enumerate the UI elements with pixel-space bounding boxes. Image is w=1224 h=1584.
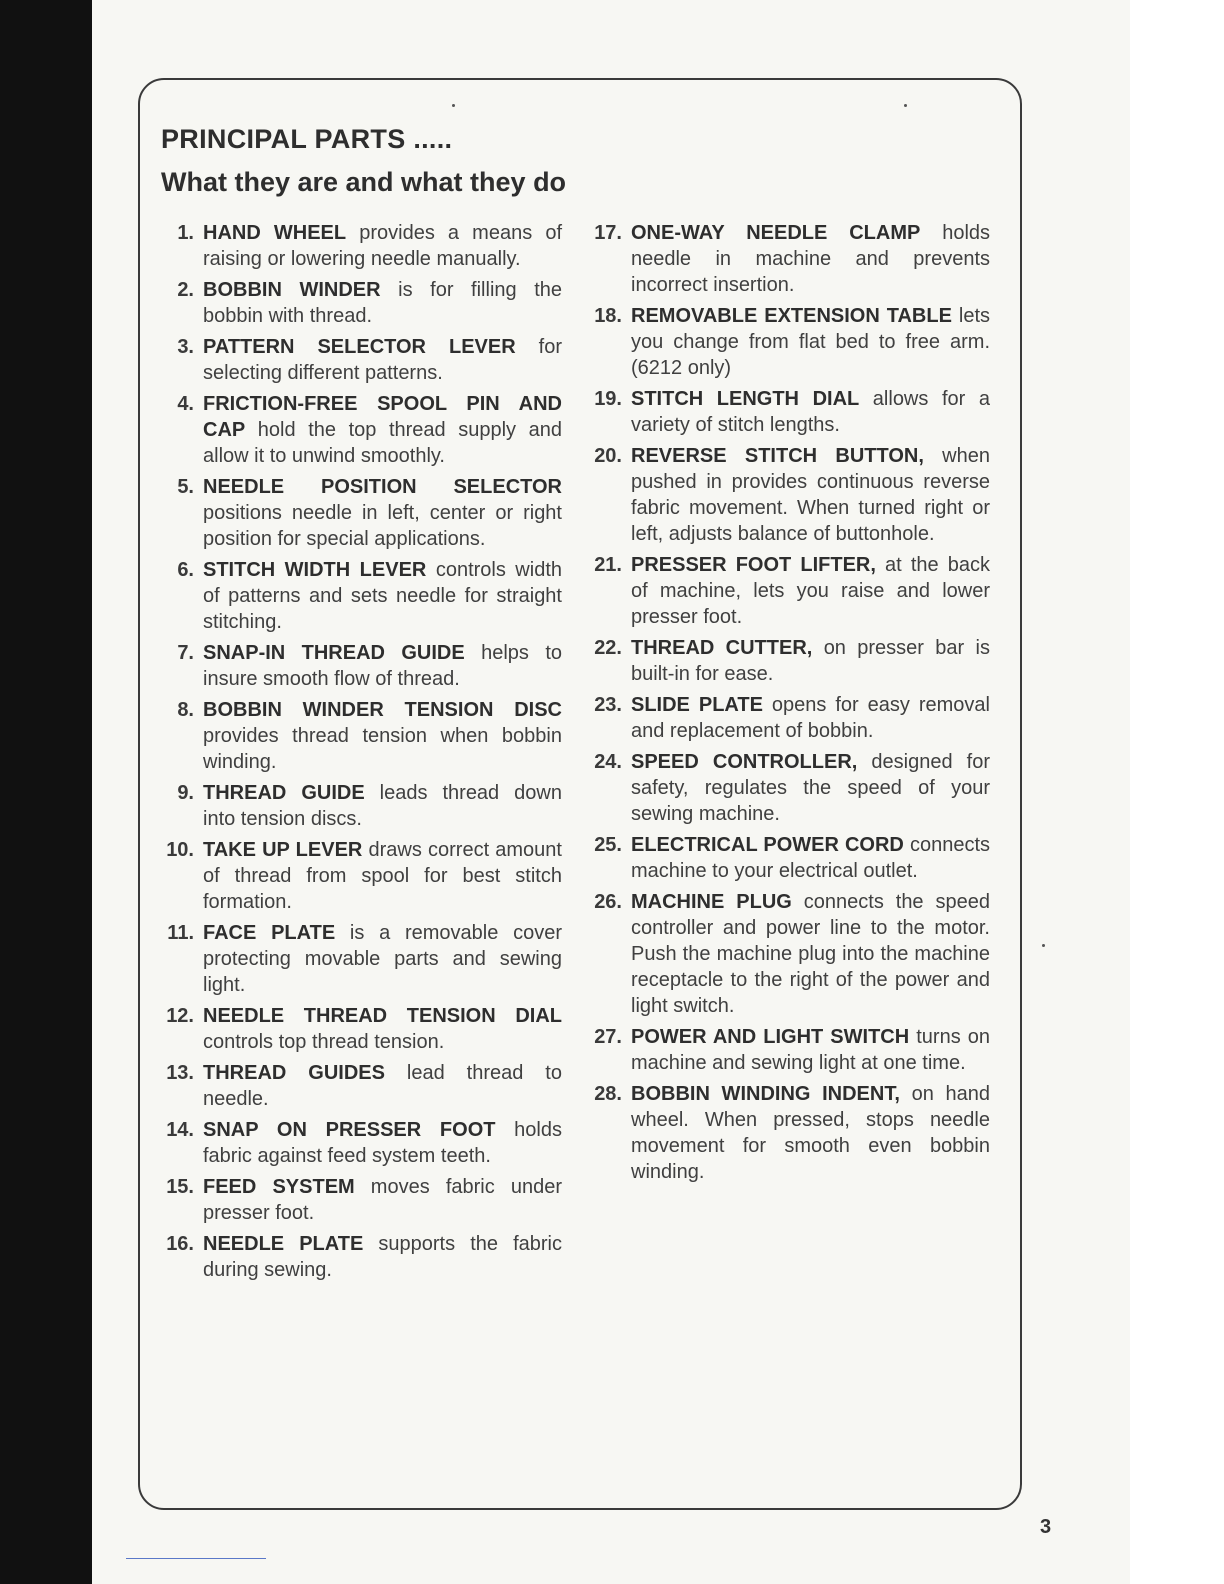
part-name: NEEDLE PLATE [203, 1233, 364, 1255]
part-number: 11. [167, 922, 194, 944]
part-name: BOBBIN WINDING INDENT, [631, 1083, 900, 1105]
part-item [584, 303, 990, 381]
part-description: for selecting different patterns. [203, 336, 562, 384]
part-name: STITCH WIDTH LEVER [203, 559, 427, 581]
part-number: 2. [177, 279, 194, 301]
underline-mark [126, 1558, 266, 1559]
part-number: 25. [594, 834, 622, 856]
part-number: 8. [177, 699, 194, 721]
part-description: holds fabric against feed system teeth. [203, 1119, 562, 1167]
part-item [156, 1003, 562, 1055]
part-item [156, 1060, 562, 1112]
part-number: 10. [166, 839, 194, 861]
part-item [156, 920, 562, 998]
part-description: on hand wheel. When pressed, stops needle movement for smooth even bobbin winding. [631, 1083, 990, 1183]
part-item [156, 474, 562, 552]
part-description: when pushed in provides continuous reverse fabric movement. When turned right or left, adjusts balance of buttonhole. [631, 445, 990, 545]
part-item [156, 220, 562, 272]
part-item [584, 692, 990, 744]
part-name: SLIDE PLATE [631, 694, 763, 716]
part-name: THREAD CUTTER, [631, 637, 813, 659]
part-description: connects machine to your electrical outlet. [631, 834, 991, 882]
part-item [156, 334, 562, 386]
part-number: 21. [594, 554, 622, 576]
part-name: NEEDLE THREAD TENSION DIAL [203, 1005, 562, 1027]
part-description: allows for a variety of stitch lengths. [631, 388, 990, 436]
part-item [156, 1174, 562, 1226]
part-item [584, 443, 990, 547]
part-item [156, 1231, 562, 1283]
part-number: 24. [594, 751, 622, 773]
part-name: SPEED CONTROLLER, [631, 751, 858, 773]
part-name: BOBBIN WINDER TENSION DISC [203, 699, 562, 721]
part-number: 16. [166, 1233, 194, 1255]
part-name: ONE-WAY NEEDLE CLAMP [631, 222, 921, 244]
part-description: holds needle in machine and prevents incorrect insertion. [631, 222, 991, 296]
part-name: THREAD GUIDES [203, 1062, 385, 1084]
part-description: connects the speed controller and power line to the motor. Push the machine plug into the machine receptacle to the right of the power and light switch. [631, 891, 990, 1017]
speck [452, 104, 455, 107]
part-item [584, 220, 990, 298]
part-description: on presser bar is built-in for ease. [631, 637, 991, 685]
part-name: SNAP-IN THREAD GUIDE [203, 642, 465, 664]
part-item [584, 749, 990, 827]
part-description: designed for safety, regulates the speed of your sewing machine. [631, 751, 991, 825]
part-description: controls top thread tension. [203, 1031, 445, 1053]
part-description: leads thread down into tension discs. [203, 782, 562, 830]
part-item [156, 780, 562, 832]
part-item [584, 1024, 990, 1076]
part-item [156, 697, 562, 775]
part-number: 18. [594, 305, 622, 327]
part-number: 4. [177, 393, 194, 415]
speck [904, 104, 907, 107]
part-number: 14. [166, 1119, 194, 1141]
scan-right-margin [1130, 0, 1224, 1584]
part-number: 12. [166, 1005, 194, 1027]
parts-list-right [584, 220, 990, 1190]
part-name: SNAP ON PRESSER FOOT [203, 1119, 496, 1141]
part-item [584, 1081, 990, 1185]
page-title: PRINCIPAL PARTS ..... [161, 124, 453, 154]
part-name: REVERSE STITCH BUTTON, [631, 445, 924, 467]
part-item [584, 832, 990, 884]
part-name: TAKE UP LEVER [203, 839, 363, 861]
part-description: moves fabric under presser foot. [203, 1176, 562, 1224]
part-number: 26. [594, 891, 622, 913]
part-item [584, 552, 990, 630]
part-item [156, 277, 562, 329]
part-item [156, 557, 562, 635]
part-name: REMOVABLE EXTENSION TABLE [631, 305, 952, 327]
part-description: turns on machine and sewing light at one time. [631, 1026, 991, 1074]
part-item [156, 837, 562, 915]
part-item [584, 386, 990, 438]
part-description: lead thread to needle. [203, 1062, 562, 1110]
part-item [584, 889, 990, 1019]
parts-list-left [156, 220, 562, 1288]
part-name: POWER AND LIGHT SWITCH [631, 1026, 910, 1048]
part-description: hold the top thread supply and allow it to unwind smoothly. [203, 419, 562, 467]
part-name: STITCH LENGTH DIAL [631, 388, 860, 410]
part-name: HAND WHEEL [203, 222, 347, 244]
part-description: provides a means of raising or lowering needle manually. [203, 222, 563, 270]
part-description: controls width of patterns and sets needle for straight stitching. [203, 559, 562, 633]
part-description: at the back of machine, lets you raise and lower presser foot. [631, 554, 990, 628]
part-name: FACE PLATE [203, 922, 336, 944]
part-number: 7. [177, 642, 194, 664]
part-name: FRICTION-FREE SPOOL PIN AND CAP [203, 393, 562, 441]
part-description: lets you change from flat bed to free arm. (6212 only) [631, 305, 990, 379]
part-number: 6. [177, 559, 194, 581]
part-number: 22. [594, 637, 622, 659]
part-number: 13. [166, 1062, 194, 1084]
part-description: opens for easy removal and replacement of bobbin. [631, 694, 990, 742]
page-subtitle: What they are and what they do [161, 167, 567, 197]
part-number: 1. [177, 222, 194, 244]
part-name: NEEDLE POSITION SELECTOR [203, 476, 562, 498]
part-number: 20. [594, 445, 622, 467]
part-number: 9. [177, 782, 194, 804]
part-number: 3. [177, 336, 194, 358]
part-description: helps to insure smooth flow of thread. [203, 642, 562, 690]
part-name: THREAD GUIDE [203, 782, 365, 804]
part-item [156, 640, 562, 692]
part-item [156, 1117, 562, 1169]
speck [1042, 944, 1045, 947]
part-description: is a removable cover protecting movable parts and sewing light. [203, 922, 563, 996]
part-number: 15. [166, 1176, 194, 1198]
part-name: MACHINE PLUG [631, 891, 792, 913]
part-name: ELECTRICAL POWER CORD [631, 834, 904, 856]
part-description: positions needle in left, center or right position for special applications. [203, 502, 562, 550]
part-name: BOBBIN WINDER [203, 279, 381, 301]
part-description: is for filling the bobbin with thread. [203, 279, 563, 327]
part-item [584, 635, 990, 687]
part-number: 23. [594, 694, 622, 716]
part-number: 19. [594, 388, 622, 410]
part-description: supports the fabric during sewing. [203, 1233, 562, 1281]
part-description: draws correct amount of thread from spool for best stitch formation. [203, 839, 562, 913]
part-name: PATTERN SELECTOR LEVER [203, 336, 516, 358]
part-number: 17. [594, 222, 622, 244]
part-description: provides thread tension when bobbin winding. [203, 725, 562, 773]
part-name: FEED SYSTEM [203, 1176, 355, 1198]
part-number: 5. [177, 476, 194, 498]
scan-left-edge [0, 0, 92, 1584]
page-number: 3 [1040, 1516, 1052, 1538]
part-name: PRESSER FOOT LIFTER, [631, 554, 876, 576]
part-number: 28. [594, 1083, 622, 1105]
part-number: 27. [594, 1026, 622, 1048]
part-item [156, 391, 562, 469]
